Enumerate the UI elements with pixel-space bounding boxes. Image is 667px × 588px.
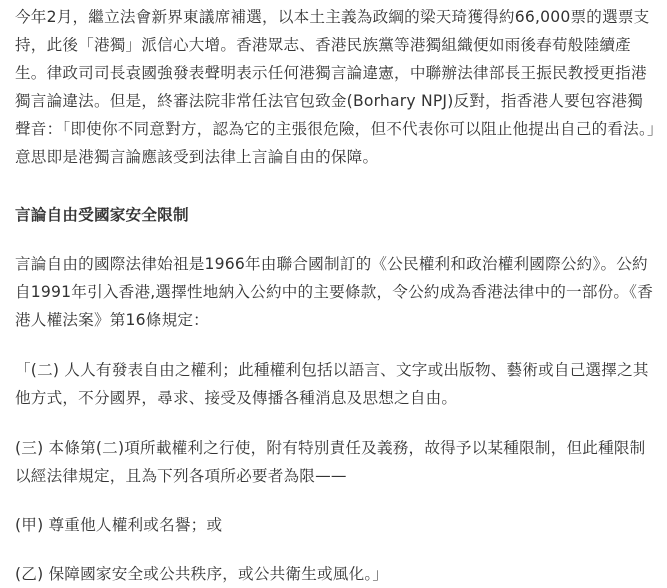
paragraph-intro: 今年2月，繼立法會新界東議席補選，以本土主義為政綱的梁天琦獲得約66,000票的選票支持，此後「港獨」派信心大增。香港眾志、香港民族黨等港獨組織便如雨後春荀般陸續產生。律政司司長袁國強發表聲明表示任何港獨言論違憲，中聯辦法律部長王振民教授更指港獨言論違法。但是，終審法院非常任法官包致金(Borhary NPJ)反對，指香港人要包容港獨聲音：「即使你不同意對方，認為它的主張很危險，但不代表你可以阻止他提出自己的看法。」意思即是港獨言論應該受到法律上言論自由的保障。 bbox=[15, 8, 655, 166]
spacer bbox=[15, 334, 657, 356]
spacer bbox=[15, 171, 657, 201]
paragraph-item-b: (乙) 保障國家安全或公共秩序，或公共衛生或風化。」 bbox=[15, 565, 389, 583]
paragraph-item-a: (甲) 尊重他人權利或名譽；或 bbox=[15, 516, 223, 534]
spacer bbox=[15, 229, 657, 250]
spacer bbox=[15, 490, 657, 511]
spacer bbox=[15, 539, 657, 560]
spacer bbox=[15, 412, 657, 434]
section-heading: 言論自由受國家安全限制 bbox=[15, 206, 189, 224]
article-body bbox=[15, 0, 657, 588]
paragraph-clause-3: (三) 本條第(二)項所載權利之行使，附有特別責任及義務，故得予以某種限制，但此種限制以經法律規定，且為下列各項所必要者為限—— bbox=[15, 439, 646, 485]
paragraph-covenant: 言論自由的國際法律始祖是1966年由聯合國制訂的《公民權利和政治權利國際公約》。公約自1991年引入香港,選擇性地納入公約中的主要條款，令公約成為香港法律中的一部份。《香港人權法案》第16條規定： bbox=[15, 255, 654, 329]
paragraph-clause-2: 「(二) 人人有發表自由之權利；此種權利包括以語言、文字或出版物、藝術或自己選擇之其他方式，不分國界，尋求、接受及傳播各種消息及思想之自由。 bbox=[15, 361, 649, 407]
